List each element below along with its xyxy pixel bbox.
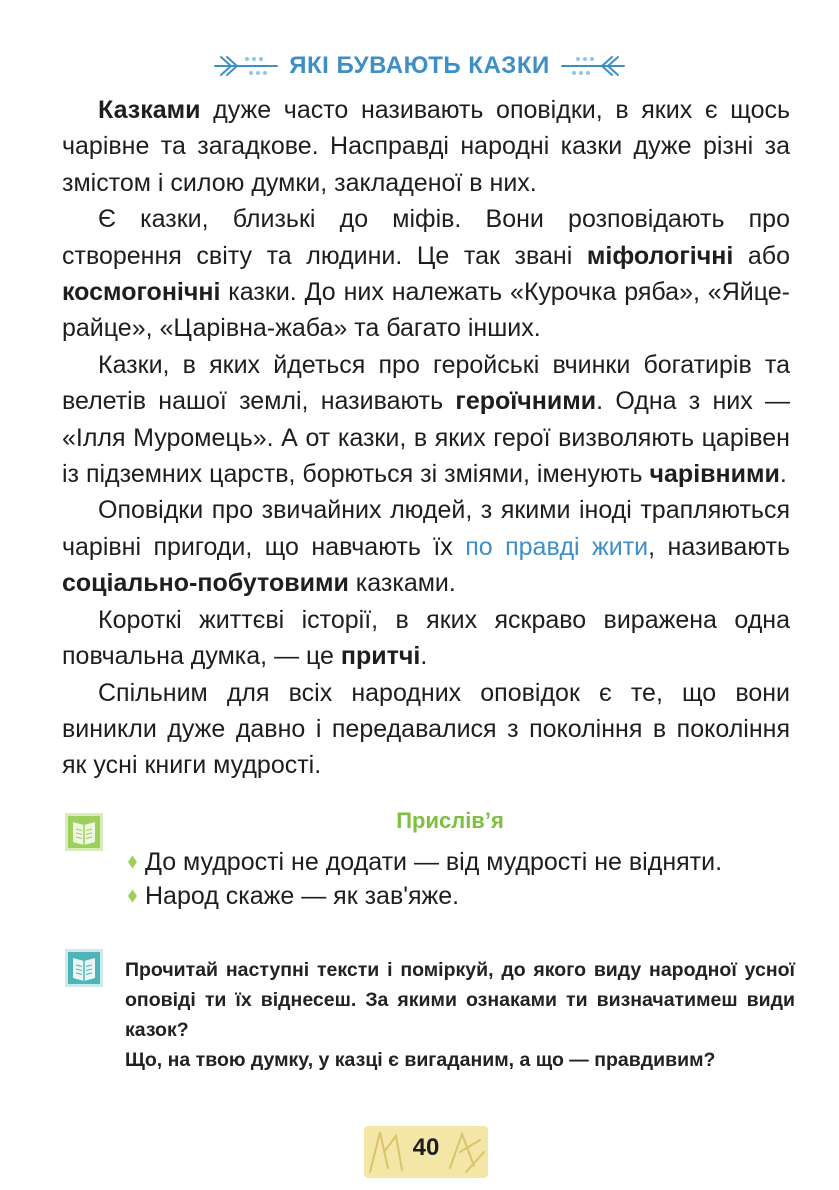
text-run: казки. До них належать «Курочка ряба», «Яйце-райце», «Царівна-жаба» та багато інших.	[62, 278, 790, 343]
text-run: казками.	[348, 569, 456, 598]
page-footer	[362, 1122, 490, 1180]
task-book-icon	[64, 948, 104, 988]
text-run: Оповідки про звичайних людей, з якими іноді трапляються чарівні пригоди, що навчають їх	[62, 496, 790, 561]
bold-term: героїчними	[455, 387, 597, 416]
task-block	[125, 955, 795, 1075]
header	[0, 46, 839, 86]
task-question: Що, на твою думку, у казці є вигаданим, а що — правдивим?	[125, 1049, 716, 1071]
bold-term: соціально-побутовими	[62, 569, 349, 598]
list-item	[128, 879, 808, 913]
text-run: .	[779, 460, 787, 489]
text-run: . Одна з них — «Ілля Муромець». А от казки, в яких герої визволяють царівен із підземних царств, борються зі зміями, іменують	[62, 387, 790, 489]
proverb-text: Народ скаже — як зав'яже.	[145, 882, 460, 910]
snowflake-ornament-right-icon	[560, 51, 626, 81]
paragraph-5	[62, 602, 790, 675]
text-run: Казки, в яких йдеться про геройські вчинки богатирів та велетів нашої землі, називають	[62, 350, 790, 416]
text-run: або	[733, 241, 790, 270]
paragraph-1	[62, 92, 790, 201]
page-title: ЯКІ БУВАЮТЬ КАЗКИ	[289, 52, 550, 79]
bold-term: космогонічні	[62, 278, 221, 307]
main-text	[62, 92, 790, 784]
proverbs-list	[128, 845, 808, 913]
text-run: Є казки, близькі до міфів. Вони розповідають про створення світу та людини. Це так звані	[62, 205, 790, 270]
text-run: .	[420, 642, 428, 671]
paragraph-4	[62, 492, 790, 601]
proverbs-heading: Прислів’я	[396, 808, 504, 833]
text-run: Короткі життєві історії, в яких яскраво виражена одна повчальна думка, — це	[62, 605, 790, 671]
paragraph-3	[62, 347, 790, 493]
task-question: Прочитай наступні тексти і поміркуй, до якого виду народної усної оповіді ти їх віднесеш. За якими ознаками ти визначатимеш види казок?	[125, 959, 795, 1041]
diamond-bullet-icon	[128, 890, 137, 903]
list-item	[128, 845, 808, 879]
proverbs-book-icon	[64, 812, 104, 852]
bold-term: притчі	[340, 642, 421, 671]
snowflake-ornament-left-icon	[213, 51, 279, 81]
highlighted-phrase: по правді жити	[465, 532, 649, 561]
bold-term: чарівними	[649, 460, 780, 489]
diamond-bullet-icon	[128, 856, 137, 869]
proverb-text: До мудрості не додати — від мудрості не відняти.	[145, 848, 723, 876]
paragraph-6	[62, 675, 790, 784]
bold-term: міфологічні	[586, 241, 734, 270]
text-run: , називають	[648, 532, 790, 561]
bold-term: Казками	[98, 96, 201, 124]
paragraph-2	[62, 201, 790, 347]
page-number: 40	[412, 1134, 440, 1161]
text-run: Спільним для всіх народних оповідок є те, що вони виникли дуже давно і передавалися з покоління в покоління як усні книги мудрості.	[62, 678, 790, 780]
text-run: дуже часто називають оповідки, в яких є щось чарівне та загадкове. Насправді народні казки дуже різні за змістом і силою думки, закладеної в них.	[62, 96, 790, 197]
